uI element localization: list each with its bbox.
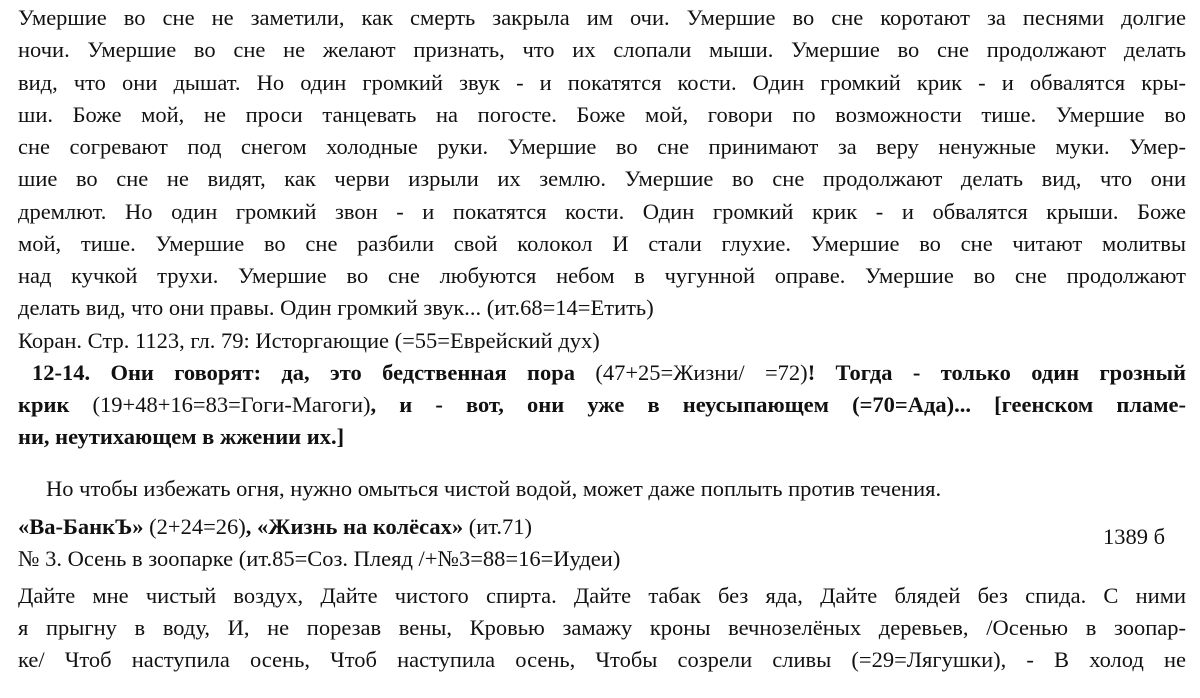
lyrics-line: ночи. Умершие во сне не желают признать, что их слопали мыши. Умершие во сне продолжают делать xyxy=(18,37,1186,62)
lyrics-line: ши. Боже мой, не проси танцевать на погосте. Боже мой, говори по возможности тише. Умершие во xyxy=(18,102,1186,127)
verse-text: ! Тогда - только один грозный xyxy=(807,360,1186,385)
lyrics-line-last: делать вид, что они правы. Один громкий звук... (ит.68=14=Етить) xyxy=(18,295,654,320)
verse-text: крик xyxy=(18,392,70,417)
song-title: № 3. Осень в зоопарке (ит.85=Соз. Плеяд /+№3=88=16=Иудеи) xyxy=(18,546,621,571)
song-line: я прыгну в воду, И, не порезав вены, Кровью замажу кроны вечнозелёных деревьев, /Осенью в зоопар- xyxy=(18,615,1186,640)
lyrics-line: Умершие во сне не заметили, как смерть закрыла им очи. Умершие во сне коротают за песнями долгие xyxy=(18,5,1186,30)
verse-line: ни, неутихающем в жжении их.] xyxy=(18,424,345,449)
band-annotation: (2+24=26) xyxy=(143,514,246,539)
lyrics-line: вид, что они дышат. Но один громкий звук - и покатятся кости. Один громкий крик - и обвалятся кры- xyxy=(18,70,1186,95)
verse-text: , и - вот, они уже в неусыпающем (=70=Ада)... [геенском пламе- xyxy=(370,392,1187,417)
verse-line xyxy=(32,357,1186,389)
lyrics-line: сне согревают под снегом холодные руки. Умершие во сне принимают за веру ненужные муки. Умер- xyxy=(18,134,1186,159)
lyrics-line: дремлют. Но один громкий звон - и покатятся кости. Один громкий крик - и обвалятся крыши. Боже xyxy=(18,199,1186,224)
album-name: , «Жизнь на колёсах» xyxy=(245,514,464,539)
verse-annotation: (19+48+16=83=Гоги-Магоги) xyxy=(69,392,371,417)
song-heading xyxy=(18,511,1186,543)
commentary: Но чтобы избежать огня, нужно омыться чистой водой, может даже поплыть против течения. xyxy=(46,476,942,501)
verse-text: 12-14. Они говорят: да, это бедственная пора xyxy=(32,360,575,385)
verse-annotation: (47+25=Жизни/ =72) xyxy=(575,360,808,385)
song-line: ке/ Чтоб наступила осень, Чтоб наступила осень, Чтобы созрели сливы (=29=Лягушки), - В холод не xyxy=(18,647,1186,672)
verse-line xyxy=(18,389,1186,421)
album-annotation: (ит.71) xyxy=(463,514,533,539)
lyrics-line: мой, тише. Умершие во сне разбили свой колокол И стали глухие. Умершие во сне читают молитвы xyxy=(18,231,1186,256)
page-number: 1389 б xyxy=(1103,524,1166,549)
koran-reference: Коран. Стр. 1123, гл. 79: Исторгающие (=55=Еврейский дух) xyxy=(18,328,600,353)
song-line: Дайте мне чистый воздух, Дайте чистого спирта. Дайте табак без яда, Дайте блядей без спида. С ними xyxy=(18,583,1186,608)
lyrics-line: над кучкой трухи. Умершие во сне любуются небом в чугунной оправе. Умершие во сне продолжают xyxy=(18,263,1186,288)
lyrics-line: шие во сне не видят, как черви изрыли их землю. Умершие во сне продолжают делать вид, что они xyxy=(18,166,1186,191)
band-name: «Ва-БанкЪ» xyxy=(18,514,144,539)
